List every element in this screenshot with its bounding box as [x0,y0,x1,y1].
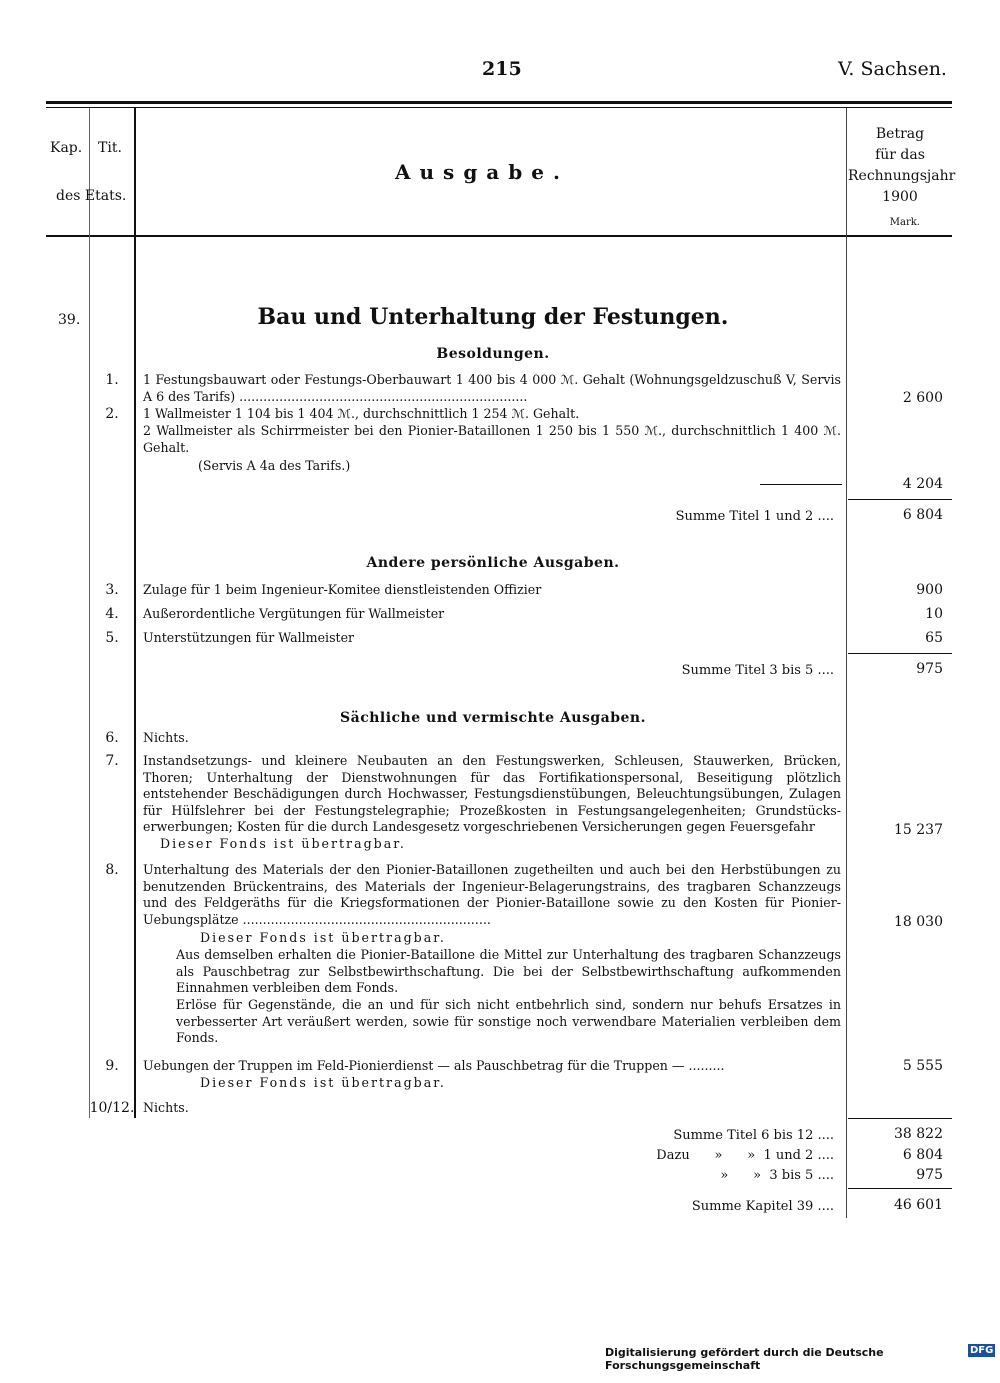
sum-rule-35 [848,653,952,654]
title-text-9: Uebungen der Truppen im Feld-Pionierdienst — als Pauschbetrag für die Truppen — ......... [143,1058,725,1073]
sum-rule-kap [848,1188,952,1189]
dazu-label-3-5: » » 3 bis 5 .... [720,1168,834,1183]
sum-rule-612 [848,1118,952,1119]
title-text-3 [143,582,841,599]
title-text-8: Unterhaltung des Materials der den Pionier-Bataillonen zugetheilten und auch bei den Herbstübungen zu benutzenden Brückentrains, des Materials der Ingenieur-Belagerungstrains, des tragbaren Schanzzeugs und des Feldgeräths für die Kriegsformationen der Pionier-Bataillone sowie zu den Kosten für Pionier-Uebungsplätze .............................................................. [143,862,841,927]
amount-1: 2 600 [902,390,943,406]
col-head-betrag [848,124,956,208]
section-andere: Andere persönliche Ausgaben. [366,555,620,571]
title-text-2a: 1 Wallmeister 1 104 bis 1 404 ℳ., durchschnittlich 1 254 ℳ. Gehalt. [143,406,580,421]
chapter-title: Bau und Unterhaltung der Festungen. [257,304,729,330]
title-text-3-label: Zulage für 1 beim Ingenieur-Komitee dienstleistenden Offizier [143,582,542,597]
sum-rule-12 [848,499,952,500]
section-heading: V. Sachsen. [838,58,947,80]
chapter-number: 39. [58,312,81,328]
betrag-line-2: für das [875,147,925,163]
dazu-label-1-2: Dazu » » 1 und 2 .... [656,1148,834,1163]
title-text-2c: (Servis A 4a des Tarifs.) [198,458,351,473]
title-no-7: 7. [105,753,119,769]
footer-credit: Digitalisierung gefördert durch die Deutsche Forschungsgemeinschaft [605,1346,884,1372]
title-text-7: Instandsetzungs- und kleinere Neubauten an den Festungswerken, Schleusen, Stauwerken, Brücken, Thoren; Unterhaltung der Dienstwohnungen für das Fortifikationspersonal, Beseitigung plötzlich entstehender Beschädigungen durch Hochwasser, Festungsdienstübungen, Beleuchtungsübungen, Zulagen für Hülfslehrer bei der Festungstelegraphie; Prozeßkosten in Festungsangelegenheiten; Grundstücks-erwerbungen; Kosten für die durch Landesgesetz vorgeschriebenen Versicherungen gegen Feuersgefahr [143,753,841,834]
top-rule-thick [46,101,952,104]
title-para-8a: Aus demselben erhalten die Pionier-Bataillone die Mittel zur Unterhaltung des tragbaren Schanzzeugs als Pauschbetrag zur Selbstbewirthschaftung. Die bei der Selbstbewirthschaftung aufkommenden Einnahmen verbleiben dem Fonds. [176,947,841,995]
dazu-amount-3-5: 975 [916,1167,943,1183]
amount-9: 5 555 [902,1058,943,1074]
betrag-line-4: 1900 [882,189,918,205]
top-rule-thin [46,107,952,108]
col-head-des-etats: des Etats. [56,188,127,204]
betrag-line-1: Betrag [875,126,925,142]
amount-2: 4 204 [902,476,943,492]
title-no-4: 4. [105,606,119,622]
title-note-7: Dieser Fonds ist übertragbar. [160,836,406,851]
title-note-9: Dieser Fonds ist übertragbar. [200,1075,446,1090]
amount-4: 10 [925,606,943,622]
title-text-10-12: Nichts. [143,1100,189,1115]
title-no-2: 2. [105,406,119,422]
dazu-amount-1-2: 6 804 [902,1147,943,1163]
amount-7: 15 237 [894,822,943,838]
dfg-logo: DFG [970,1345,994,1356]
title-text-6: Nichts. [143,730,189,745]
sum-label-3-5: Summe Titel 3 bis 5 .... [681,663,834,678]
sum-amount-6-12: 38 822 [894,1126,943,1142]
amount-8: 18 030 [894,914,943,930]
title-no-8: 8. [105,862,119,878]
amount-5: 65 [925,630,943,646]
title-text-1: 1 Festungsbauwart oder Festungs-Oberbauwart 1 400 bis 4 000 ℳ. Gehalt (Wohnungsgeldzuschuß V, Servis A 6 des Tarifs) ........................................................................ [143,372,841,404]
amount-3: 900 [916,582,943,598]
col-head-ausgabe: Ausgabe. [395,160,569,184]
section-saechliche: Sächliche und vermischte Ausgaben. [340,710,646,726]
subtotal-rule-2 [760,484,842,485]
betrag-line-3: Rechnungsjahr [848,168,956,184]
title-no-3: 3. [105,582,119,598]
title-note-8: Dieser Fonds ist übertragbar. [200,930,446,945]
page-number: 215 [482,58,522,80]
sum-label-kapitel: Summe Kapitel 39 .... [691,1199,834,1214]
title-text-4: Außerordentliche Vergütungen für Wallmeister [143,606,445,621]
section-besoldungen: Besoldungen. [436,346,550,362]
sum-amount-1-2: 6 804 [902,507,943,523]
col-divider-tit-text [134,108,136,1118]
col-divider-text-amount [846,108,847,1218]
sum-amount-3-5: 975 [916,661,943,677]
sum-label-6-12: Summe Titel 6 bis 12 .... [673,1128,834,1143]
title-text-2b: 2 Wallmeister als Schirrmeister bei den Pionier-Bataillonen 1 250 bis 1 550 ℳ., durchschnittlich 1 400 ℳ. Gehalt. [143,423,841,455]
title-para-8b: Erlöse für Gegenstände, die an und für sich nicht entbehrlich sind, sondern nur behufs Ersatzes in verbesserter Art veräußert werden, sowie für sonstige noch verwendbare Materialien verbleiben dem Fonds. [176,997,841,1045]
col-divider-kap-tit [89,108,90,1118]
header-rule [46,235,952,237]
col-head-tit: Tit. [98,140,122,156]
title-text-5: Unterstützungen für Wallmeister [143,630,355,645]
col-head-kap: Kap. [50,140,83,156]
sum-label-1-2: Summe Titel 1 und 2 .... [675,509,834,524]
col-head-mark: Mark. [889,217,920,228]
title-no-10-12: 10/12. [89,1100,135,1116]
sum-amount-kapitel: 46 601 [894,1197,943,1213]
title-no-9: 9. [105,1058,119,1074]
title-no-5: 5. [105,630,119,646]
title-no-6: 6. [105,730,119,746]
title-no-1: 1. [105,372,119,388]
